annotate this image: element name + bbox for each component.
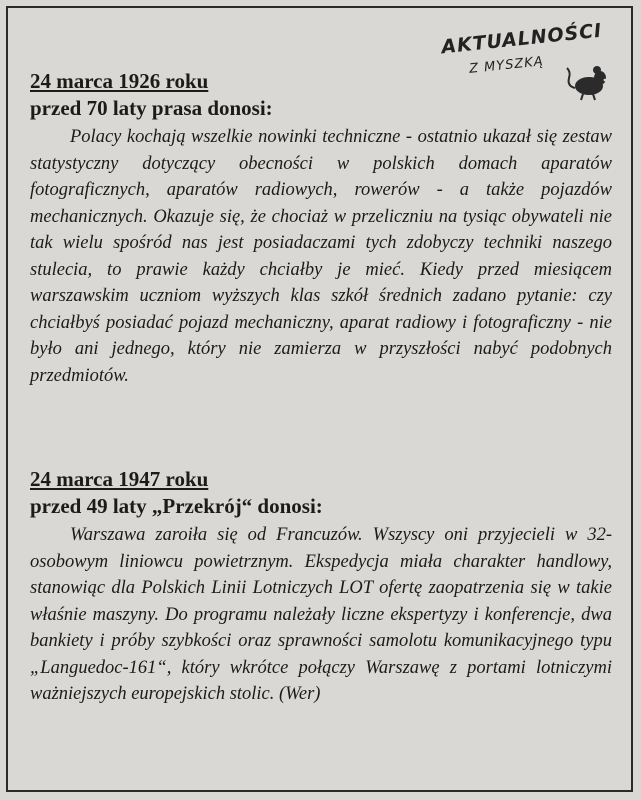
entry-body: Warszawa zaroiła się od Francuzów. Wszyscy oni przyjecieli w 32-osobowym liniowcu powietrznym. Ekspedycja miała charakter handlowy, stanowiąc dla Polskich Linii Lotniczych LOT ofertę zaopatrzenia się w takie właśnie maszyny. Do programu należały liczne ekspertyzy i konferencje, dwa bankiety i próby szybkości oraz sprawności samolotu komunikacyjnego typu „Languedoc-161“, który wkrótce połączy Warszawę z portami lotniczymi ważniejszych europejskich stolic. (Wer) [30,525,612,704]
logo-subtitle: Z MYSZKĄ [468,54,545,77]
entry-1926 [30,68,612,389]
entry-subtitle: przed 49 laty „Przekrój“ donosi: [30,494,323,518]
entry-subtitle: przed 70 laty prasa donosi: [30,96,273,120]
entry-date: 24 marca 1926 roku [30,69,209,93]
article-content [30,68,612,704]
entry-date: 24 marca 1947 roku [30,467,209,491]
logo-title: AKTUALNOŚCI [440,19,604,59]
entry-1947 [30,466,612,708]
entry-body: Polacy kochają wszelkie nowinki techniczne - ostatnio ukazał się zestaw statystyczny dotyczący obecności w polskich domach aparatów fotograficznych, aparatów radiowych, rowerów - a także pojazdów mechanicznych. Okazuje się, że chociaż w przeliczniu na tysiąc obywateli nie tak wielu spośród nas jest posiadaczami tych zdobyczy techniki naszego stulecia, to prawie każdy chciałby je mieć. Kiedy przed miesiącem warszawskim uczniom wyższych klas szkół średnich zadano pytanie: czy chciałbyś posiadać pojazd mechaniczny, aparat radiowy i fotograficzny - nie było ani jednego, który nie zamierza w przyszłości nabyć podobnych przedmiotów. [30,127,612,386]
